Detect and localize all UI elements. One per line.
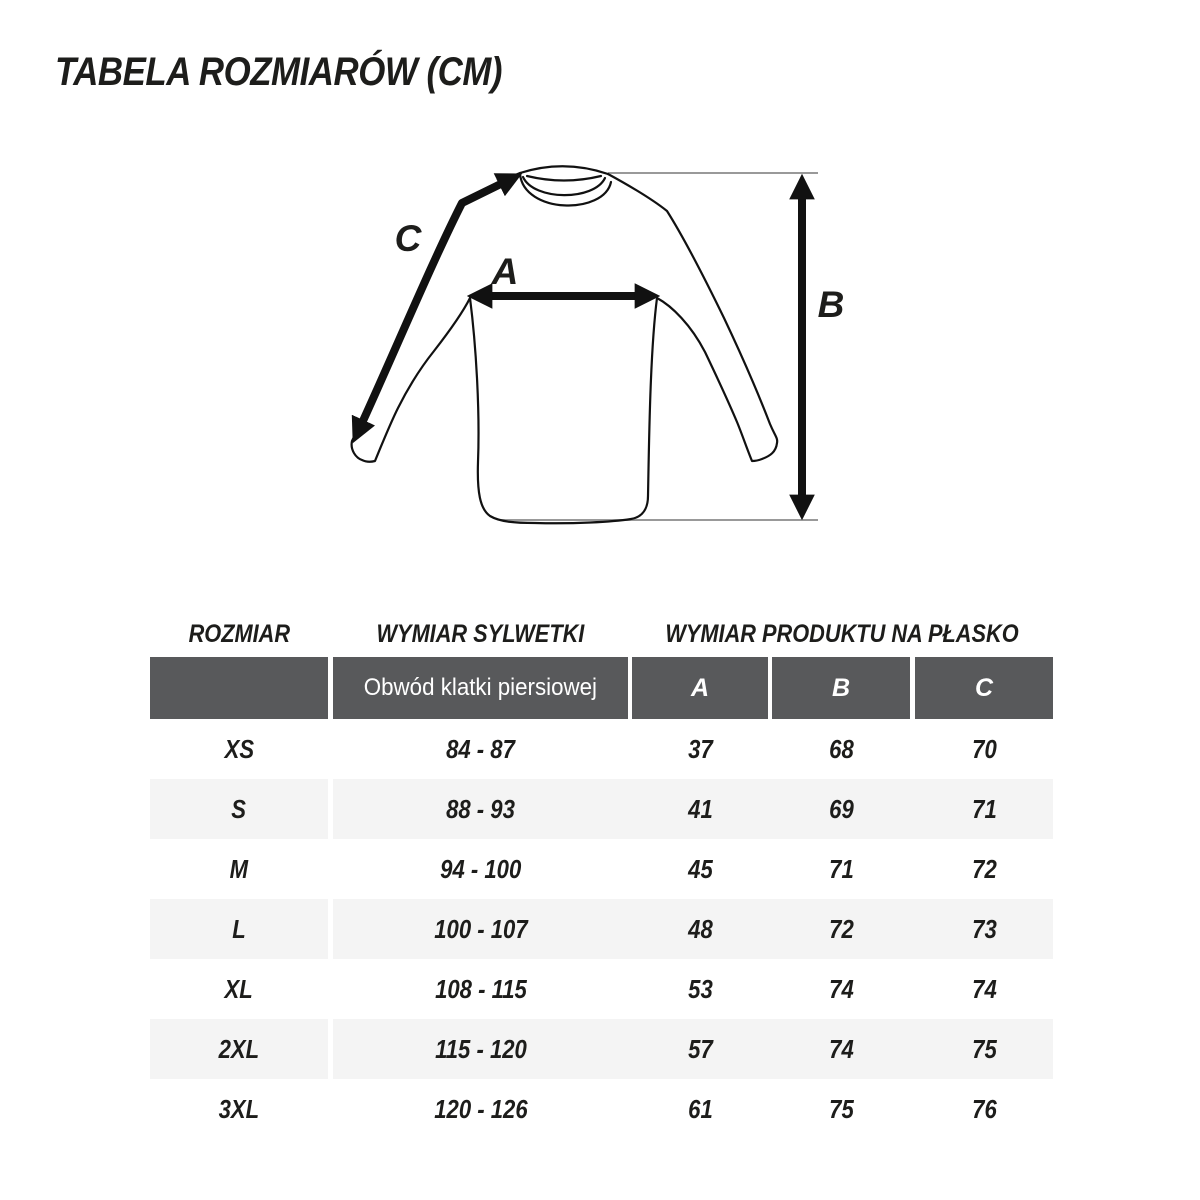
- chest-value: 115 - 120: [434, 1033, 527, 1064]
- shirt-diagram: [330, 135, 850, 575]
- page-title: TABELA ROZMIARÓW (CM): [55, 50, 503, 94]
- table-row-xs: [150, 719, 1053, 779]
- a-value: 61: [687, 1093, 713, 1124]
- size-label: 2XL: [218, 1033, 260, 1064]
- size-label: S: [231, 793, 247, 824]
- c-value: 75: [971, 1033, 997, 1064]
- c-value: 73: [971, 913, 997, 944]
- a-value: 45: [687, 853, 713, 884]
- guide-lines: [500, 173, 818, 520]
- size-label: XL: [224, 973, 254, 1004]
- table-row-m: [150, 839, 1053, 899]
- left-sleeve: [352, 173, 520, 462]
- chest-value: 108 - 115: [434, 973, 527, 1004]
- a-value: 37: [687, 733, 713, 764]
- b-value: 75: [828, 1093, 854, 1124]
- chest-value: 88 - 93: [446, 793, 515, 824]
- size-label: M: [229, 853, 249, 884]
- c-value: 70: [971, 733, 997, 764]
- table-row-l: [150, 899, 1053, 959]
- b-value: 68: [828, 733, 854, 764]
- b-value: 72: [828, 913, 854, 944]
- header-cell-size: [150, 657, 328, 719]
- collar-band: [520, 174, 611, 205]
- b-value: 74: [828, 973, 854, 1004]
- measure-label-b: B: [817, 284, 845, 325]
- size-label: 3XL: [218, 1093, 260, 1124]
- table-row-2xl: [150, 1019, 1053, 1079]
- group-header-silhouette: WYMIAR SYLWETKI: [376, 620, 585, 648]
- b-value: 74: [828, 1033, 854, 1064]
- right-sleeve: [608, 174, 777, 461]
- c-value: 74: [971, 973, 997, 1004]
- c-value: 71: [971, 793, 997, 824]
- header-cell-chest: Obwód klatki piersiowej: [333, 657, 628, 719]
- size-label: XS: [224, 733, 254, 764]
- header-cell-b: B: [772, 657, 910, 719]
- table-row-s: [150, 779, 1053, 839]
- table-row-xl: [150, 959, 1053, 1019]
- chest-value: 120 - 126: [433, 1093, 528, 1124]
- measure-label-c: C: [394, 218, 422, 259]
- table-row-3xl: [150, 1079, 1053, 1139]
- group-header-size: ROZMIAR: [188, 620, 290, 648]
- b-value: 69: [828, 793, 854, 824]
- measure-arrow-c: [357, 178, 513, 434]
- chest-value: 84 - 87: [446, 733, 515, 764]
- header-cell-a: A: [632, 657, 768, 719]
- shirt-body: [470, 298, 657, 523]
- c-value: 72: [971, 853, 997, 884]
- header-cell-c: C: [915, 657, 1053, 719]
- b-value: 71: [828, 853, 854, 884]
- collar-back-seam: [527, 176, 601, 181]
- a-value: 53: [687, 973, 713, 1004]
- measure-label-a: A: [491, 251, 519, 292]
- measure-labels: [395, 218, 845, 325]
- size-label: L: [232, 913, 246, 944]
- a-value: 48: [687, 913, 713, 944]
- chest-value: 94 - 100: [439, 853, 522, 884]
- group-header-product-flat: WYMIAR PRODUKTU NA PŁASKO: [665, 620, 1020, 648]
- a-value: 57: [687, 1033, 713, 1064]
- a-value: 41: [687, 793, 713, 824]
- header-row: [150, 657, 1053, 719]
- c-value: 76: [971, 1093, 997, 1124]
- size-table: [150, 612, 1053, 1139]
- collar-top: [520, 166, 608, 174]
- chest-value: 100 - 107: [433, 913, 528, 944]
- group-header-row: [150, 612, 1053, 657]
- header-rest: [333, 657, 1053, 719]
